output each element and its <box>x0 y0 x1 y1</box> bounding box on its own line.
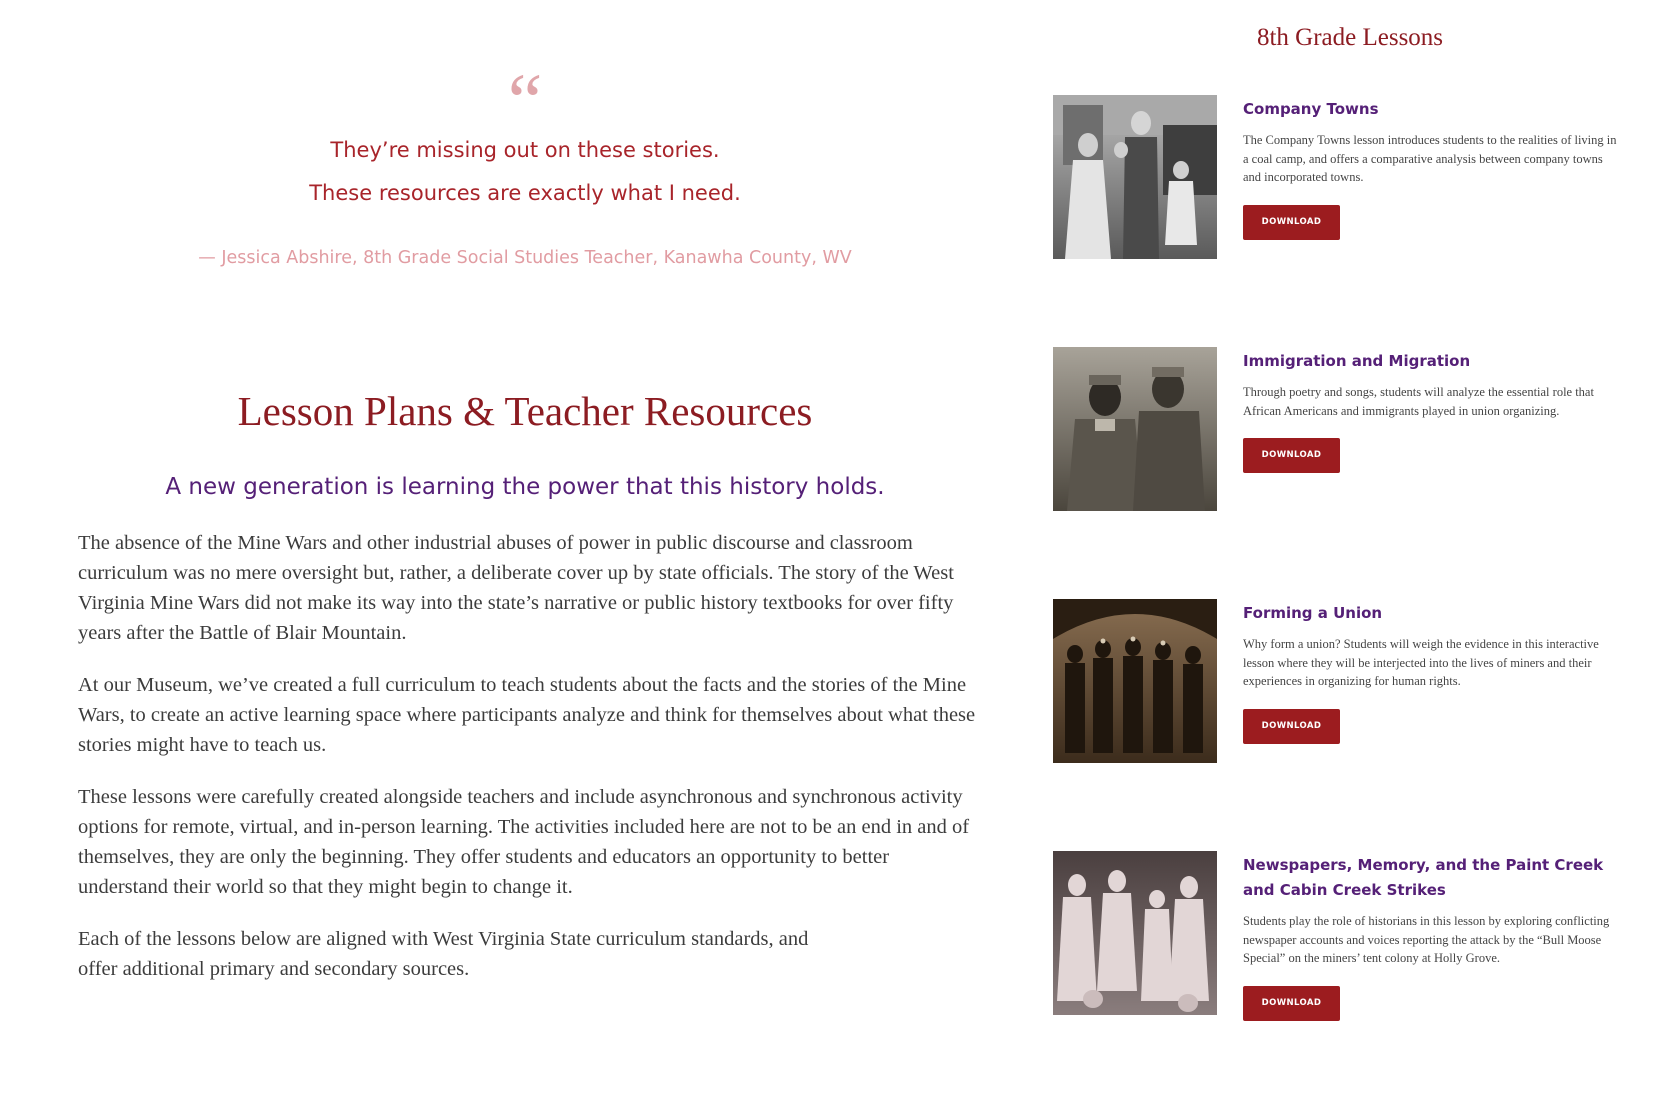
download-button-company-towns[interactable]: DOWNLOAD <box>1243 205 1340 240</box>
intro-paragraph-1: The absence of the Mine Wars and other industrial abuses of power in public discourse and classroom curriculum was no mere oversight but, rather, a deliberate cover up by state officials. The story of the West Virginia Mine Wars did not make its way into the state’s narrative or public history textbooks for over fifty years after the Battle of Blair Mountain. <box>78 532 954 644</box>
lesson-description: Why form a union? Students will weigh the evidence in this interactive lesson where they will be interjected into the lives of miners and their experiences in organizing for human rights. <box>1243 637 1599 688</box>
photo-miners-group-icon <box>1053 599 1217 763</box>
testimonial-line-2: These resources are exactly what I need. <box>309 181 741 205</box>
quote-mark-icon: “ <box>507 57 543 144</box>
page-title: Lesson Plans & Teacher Resources <box>237 388 813 434</box>
lesson-card <box>1053 599 1633 814</box>
lesson-description: The Company Towns lesson introduces students to the realities of living in a coal camp, and offers a comparative analysis between company towns and incorporated towns. <box>1243 133 1617 184</box>
photo-two-miners-icon <box>1053 347 1217 511</box>
download-button-immigration-migration[interactable]: DOWNLOAD <box>1243 438 1340 473</box>
lesson-card <box>1053 851 1633 1066</box>
lesson-description: Students play the role of historians in this lesson by exploring conflicting newspaper accounts and voices reporting the attack by the “Bull Moose Special” on the miners’ tent colony at Holly Grove. <box>1243 914 1610 965</box>
lesson-card <box>1053 347 1633 562</box>
testimonial-line-1: They’re missing out on these stories. <box>330 138 720 162</box>
sidebar-title: 8th Grade Lessons <box>1256 24 1444 51</box>
intro-paragraph-3: These lessons were carefully created alongside teachers and include asynchronous and synchronous activity options for remote, virtual, and in-person learning. The activities included here are not to be an end in and of themselves, they are only the beginning. They offer students and educators an opportunity to better understand their world so that they might begin to change it. <box>78 786 970 898</box>
intro-text <box>78 528 978 1006</box>
download-button-newspapers-memory[interactable]: DOWNLOAD <box>1243 986 1340 1021</box>
lesson-title: Forming a Union <box>1243 604 1383 622</box>
intro-paragraph-2: At our Museum, we’ve created a full curriculum to teach students about the facts and the stories of the Mine Wars, to create an active learning space where participants analyze and think for themselves about what these stories might have to teach us. <box>78 674 976 756</box>
testimonial-attribution: — Jessica Abshire, 8th Grade Social Studies Teacher, Kanawha County, WV <box>198 248 852 268</box>
lesson-description: Through poetry and songs, students will analyze the essential role that African Americans and immigrants played in union organizing. <box>1243 385 1594 418</box>
intro-paragraph-4: Each of the lessons below are aligned with West Virginia State curriculum standards, and offer additional primary and secondary sources. <box>78 928 809 980</box>
photo-family-porch-icon <box>1053 95 1217 259</box>
lesson-title: Newspapers, Memory, and the Paint Creek and Cabin Creek Strikes <box>1243 856 1604 899</box>
photo-women-children-icon <box>1053 851 1217 1015</box>
lesson-title: Company Towns <box>1243 100 1379 118</box>
download-button-forming-a-union[interactable]: DOWNLOAD <box>1243 709 1340 744</box>
lesson-card <box>1053 95 1633 310</box>
lesson-title: Immigration and Migration <box>1243 352 1471 370</box>
page-subtitle: A new generation is learning the power that this history holds. <box>165 474 885 500</box>
